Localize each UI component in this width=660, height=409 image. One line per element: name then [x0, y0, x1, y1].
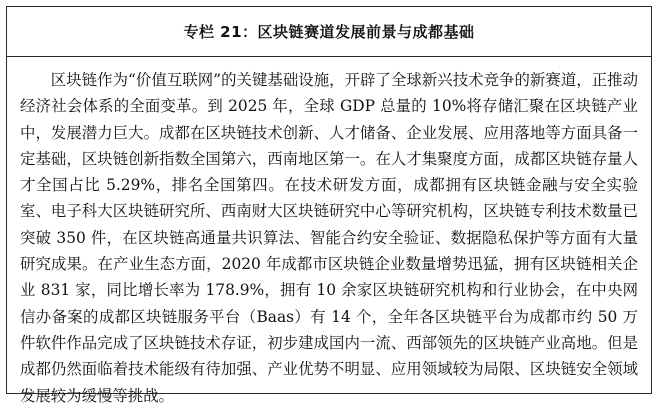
column-title: 专栏 21：区块链赛道发展前景与成都基础 [183, 23, 475, 41]
column-header [7, 7, 651, 57]
column-box [6, 6, 652, 405]
column-body-paragraph: 区块链作为“价值互联网”的关键基础设施，开辟了全球新兴技术竞争的新赛道，正推动经济社会体系的全面变革。到 2025 年，全球 GDP 总量的 10%将存储汇聚在区块链产业中，发展潜力巨大。成都在区块链技术创新、人才储备、企业发展、应用落地等方面具备一定基础，区块链创新指数全国第六，西南地区第一。在人才集聚度方面，成都区块链存量人才全国占比 5.29%，排名全国第四。在技术研发方面，成都拥有区块链金融与安全实验室、电子科大区块链研究所、西南财大区块链研究中心等研究机构，区块链专利技术数量已突破 350 件，在区块链高通量共识算法、智能合约安全验证、数据隐私保护等方面有大量研究成果。在产业生态方面，2020 年成都市区块链企业数量增势迅猛，拥有区块链相关企业 831 家，同比增长率为 178.9%，拥有 10 余家区块链研究机构和行业协会，在中央网信办备案的成都区块链服务平台（Baas）有 14 个，全年各区块链平台为成都市约 50 万件软件作品完成了区块链技术存证，初步建成国内一流、西部领先的区块链产业高地。但是成都仍然面临着技术能级有待加强、产业优势不明显、应用领域较为局限、区块链安全领域发展较为缓慢等挑战。 [20, 71, 638, 405]
